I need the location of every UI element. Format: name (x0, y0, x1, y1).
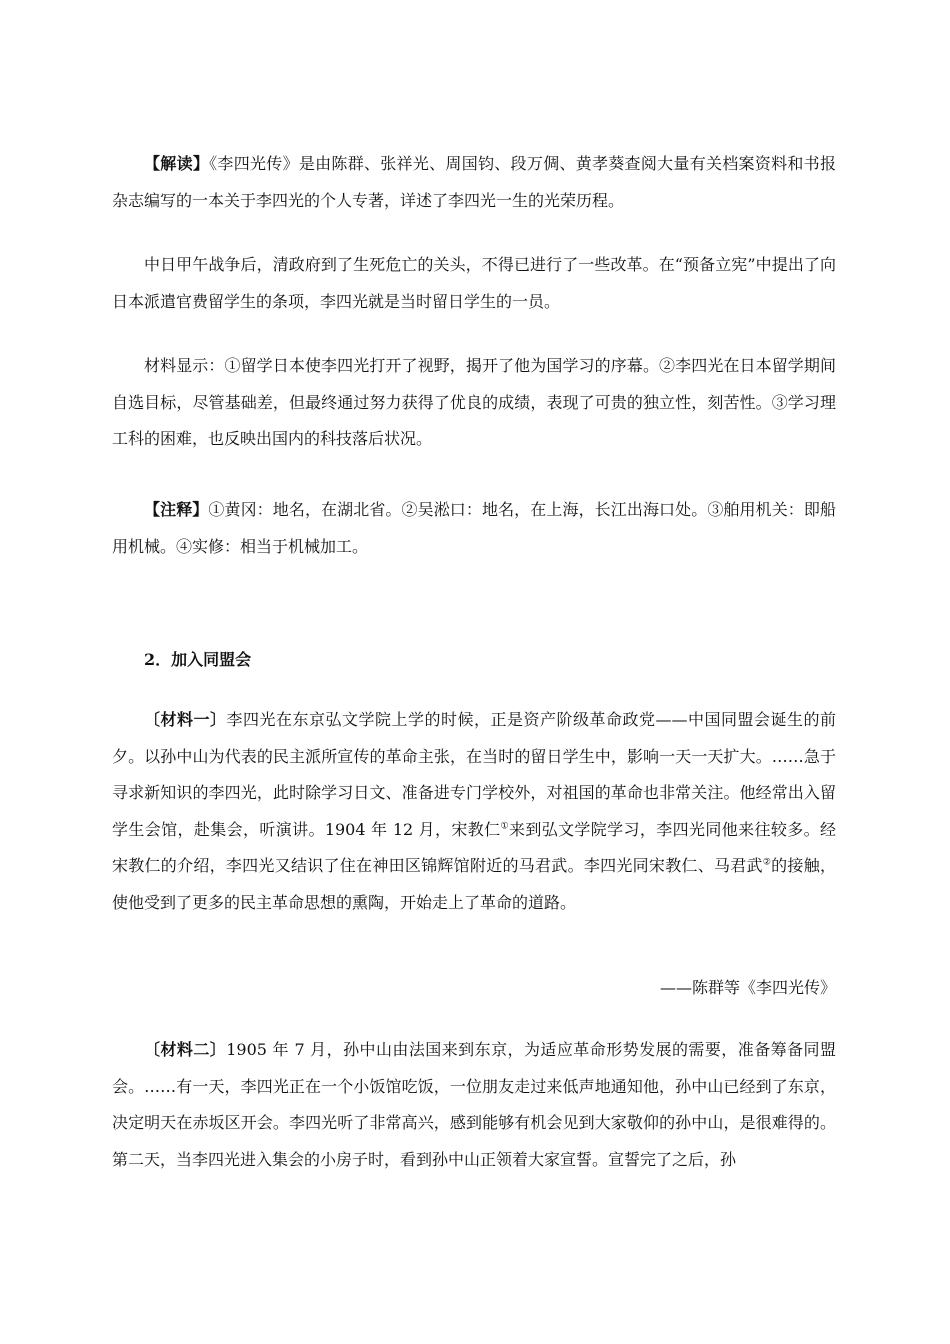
notes-text: ①黄冈：地名，在湖北省。②吴淞口：地名，在上海，长江出海口处。③舶用机关：即船用机械。④实修：相当于机械加工。 (112, 500, 836, 556)
material-one-label: 〔材料一〕 (144, 710, 227, 729)
material-one-text-a: 李四光在东京弘文学院上学的时候，正是资产阶级革命政党——中国同盟会诞生的前夕。以孙中山为代表的民主派所宣传的革命主张，在当时的留日学生中，影响一天一天扩大。……急于寻求新知识的李四光，此时除学习日文、准备进专门学校外，对祖国的革命也非常关注。他经常出入留学生会馆，赴集会，听演讲。1904 年 12 月，宋教仁 (112, 710, 836, 839)
material-display-paragraph: 材料显示：①留学日本使李四光打开了视野，揭开了他为国学习的序幕。②李四光在日本留学期间自选目标，尽管基础差，但最终通过努力获得了优良的成绩，表现了可贵的独立性，刻苦性。③学习理工科的困难，也反映出国内的科技落后状况。 (112, 356, 836, 448)
interpretation-label: 【解读】 (144, 154, 210, 173)
interpretation-text: 《李四光传》是由陈群、张祥光、周国钧、段万倜、黄孝葵查阅大量有关档案资料和书报杂志编写的一本关于李四光的个人专著，详述了李四光一生的光荣历程。 (112, 154, 836, 210)
material-one-text-b: 来到弘文学院学习，李四光同他来往较多。经宋教仁的介绍，李四光又结识了住在神田区锦辉馆附近的马君武。李四光同宋教仁、马君武 (112, 819, 836, 875)
material-two-label: 〔材料二〕 (144, 1040, 227, 1059)
material-one-source: ——陈群等《李四光传》 (659, 978, 836, 997)
notes-label: 【注释】 (144, 500, 209, 519)
material-one-paragraph (112, 702, 836, 921)
notes-paragraph (112, 492, 836, 565)
footnote-marker-2: ② (762, 857, 772, 868)
section-heading: 2．加入同盟会 (144, 650, 252, 669)
material-one-text-c: 的接触，使他受到了更多的民主革命思想的熏陶，开始走上了革命的道路。 (112, 856, 836, 912)
war-paragraph: 中日甲午战争后，清政府到了生死危亡的关头，不得已进行了一些改革。在“预备立宪”中提出了向日本派遣官费留学生的条项，李四光就是当时留日学生的一员。 (112, 255, 836, 311)
footnote-marker-1: ① (500, 821, 509, 832)
material-two-text: 1905 年 7 月，孙中山由法国来到东京，为适应革命形势发展的需要，准备筹备同盟会。……有一天，李四光正在一个小饭馆吃饭，一位朋友走过来低声地通知他，孙中山已经到了东京，决定明天在赤坂区开会。李四光听了非常高兴，感到能够有机会见到大家敬仰的孙中山，是很难得的。第二天，当李四光进入集会的小房子时，看到孙中山正领着大家宣誓。宣誓完了之后，孙 (112, 1040, 836, 1169)
material-two-paragraph (112, 1032, 836, 1178)
interpretation-paragraph (112, 146, 836, 219)
